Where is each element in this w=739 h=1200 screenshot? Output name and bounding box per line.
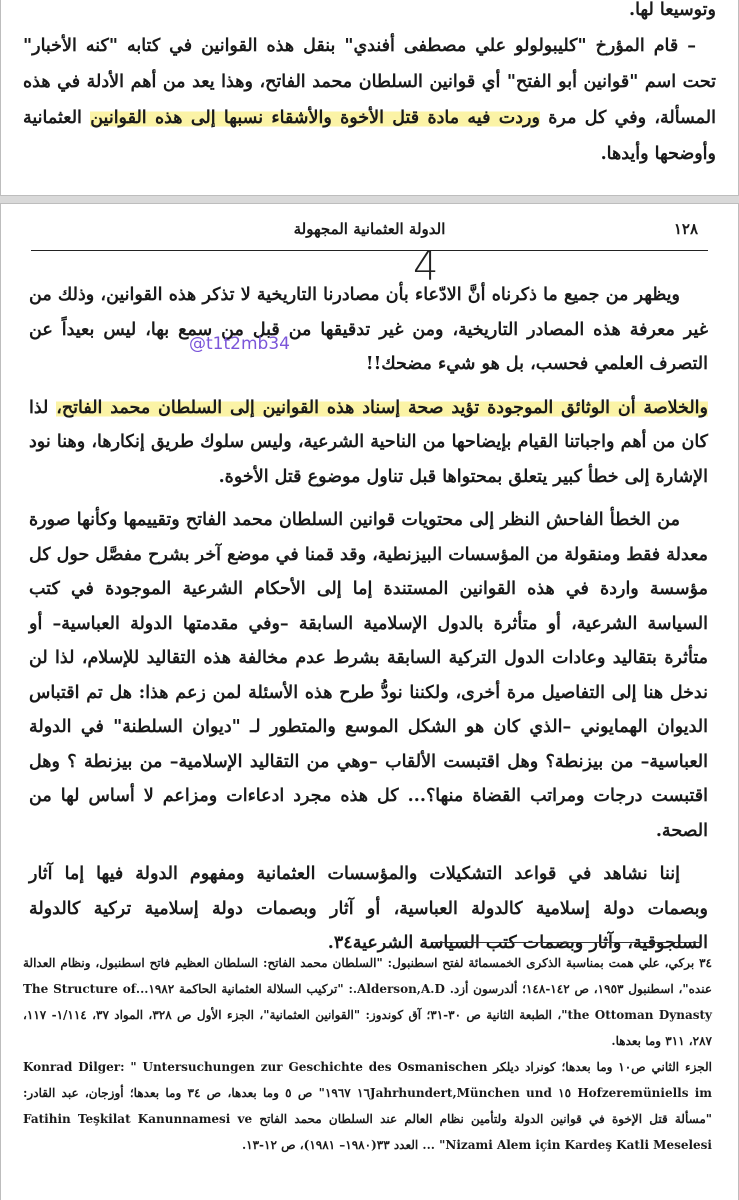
- watermark-handle: @t1t2mb34: [189, 334, 290, 354]
- paragraph-1: ويظهر من جميع ما ذكرناه أنَّ الادّعاء بأن مصادرنا التاريخية لا تذكر هذه القوانين، وذلك من غير معرفة هذه المصادر التاريخية، ومن غير تدقيقها من قبل من سمع بها، ليس بعيداً عن التصرف العلمي فحسب، بل هو شيء مضحك!!: [29, 285, 708, 374]
- paragraph-start: – قام المؤرخ "كليبولولو علي مصطفى أفندي" بنقل هذه القوانين في كتابه "كنه الأخبار" تحت اسم "قوانين أبو الفتح" أي قوانين السلطان محمد الفاتح، وهذا يعد من أهم الأدلة في هذه المسألة، وفي كل مرة: [23, 36, 716, 128]
- book-page: [0, 203, 739, 1200]
- paragraph-2-rest: لذا كان من أهم واجباتنا القيام بإيضاحها من الناحية الشرعية، وليس سلوك طريق إنكارها، وهنا نود الإشارة إلى خطأ كبير يتعلق بمحتواها قبل تناول موضوع قتل الأخوة.: [29, 397, 708, 487]
- footnotes: [23, 950, 712, 1158]
- highlighted-text: والخلاصة أن الوثائق الموجودة تؤيد صحة إسناد هذه القوانين إلى السلطان محمد الفاتح،: [56, 397, 708, 418]
- previous-page-paragraph: [23, 28, 716, 172]
- paragraph-4: إننا نشاهد في قواعد التشكيلات والمؤسسات العثمانية ومفهوم الدولة فيها إما آثار وبصمات دولة إسلامية كالدولة العباسية، أو آثار وبصمات دولة إسلامية تركية كالدولة السلجوقية، وآثار وبصمات كتب السياسة الشرعية٣٤.: [29, 864, 708, 953]
- footnote-34-part1: ٣٤ بركي، علي همت بمناسبة الذكرى الخمسمائة لفتح اسطنبول: "السلطان محمد الفاتح: السلطان العظيم فاتح اسطنبول، ونظام العدالة عنده"، اسطنبول ١٩٥٣، ص ١٤٢-١٤٨؛ ألدرسون أزد. Alderson,A.D.: "تركيب السلالة العثمانية الحاكمة ١٩٨٢...The Structure of the Ottoman Dynasty"، الطبعة الثانية ص ٣٠-٣١؛ آق كوندوز: "القوانين العثمانية"، الجزء الأول ص ٣٢٨، المواد ٣٧، ١/١١٤- ١١٧، ٢٨٧، ٣١١ وما بعدها.: [23, 956, 712, 1048]
- paragraph-3: من الخطأ الفاحش النظر إلى محتويات قوانين السلطان محمد الفاتح وتقييمها وكأنها صورة معدلة فقط ومنقولة من المؤسسات البيزنطية، وقد قمنا في موضع آخر بشرح مفصَّل حول كل مؤسسة واردة في هذه القوانين المستندة إما إلى الأحكام الشرعية الموجودة في كتب السياسة الشرعية، أو متأثرة بالدول الإسلامية السابقة –وفي مقدمتها الدولة العباسية– أو متأثرة بتقاليد وعادات الدول التركية السابقة بشرط عدم مخالفة هذه التقاليد للإسلام، لذا لن ندخل هنا إلى التفاصيل مرة أخرى، ولكننا نودُّ طرح هذه الأسئلة لمن زعم هذا: هل تم اقتباس الديوان الهمايوني –الذي كان هو الشكل الموسع والمتطور لـ "ديوان السلطنة" في الدولة العباسية– من بيزنطة؟ وهل اقتبست الألقاب –وهي من التقاليد الإسلامية– من بيزنطة ؟ وهل اقتبست درجات ومراتب القضاة منها؟... كل هذه مجرد ادعاءات ومزاعم لا أساس لها من الصحة.: [29, 510, 708, 841]
- paragraph-2: [29, 391, 708, 495]
- previous-page-line: وتوسيعا لها.: [629, 0, 716, 20]
- page-body: [29, 278, 708, 970]
- page-number: ١٢٨: [673, 220, 698, 238]
- previous-page-fragment: [0, 0, 739, 196]
- highlighted-text: وردت فيه مادة قتل الأخوة والأشقاء نسبها إلى هذه القوانين: [90, 108, 540, 128]
- footnote-34-part2: الجزء الثاني ص١٠ وما بعدها؛ كونراد ديلكر Konrad Dilger: " Untersuchungen zur Geschichte des Osmanischen Hofzeremüniells im ١٥ und ١٦Jahrhundert,München ١٩٦٧" ص ٥ وما بعدها، ص ٣٤ وما بعدها؛ أوزجان، عبد القادر: "مسألة قتل الإخوة في قوانين الدولة ولتأمين نظام العالم عند السلطان محمد الفاتح Fatihin Teşkilat Kanunnamesi ve Nizami Alem için Kardeş Katli Meselesi" ... العدد ٣٣(١٩٨٠– ١٩٨١)، ص ١٢-١٣.: [23, 1060, 713, 1152]
- previous-page-text: [23, 0, 716, 172]
- paragraph-end: العثمانية وأوضحها وأيدها.: [23, 108, 716, 164]
- page-header: [31, 220, 708, 251]
- running-title: الدولة العثمانية المجهولة: [293, 220, 446, 238]
- handwritten-number: 4: [413, 244, 439, 290]
- footnote-divider: [431, 942, 701, 943]
